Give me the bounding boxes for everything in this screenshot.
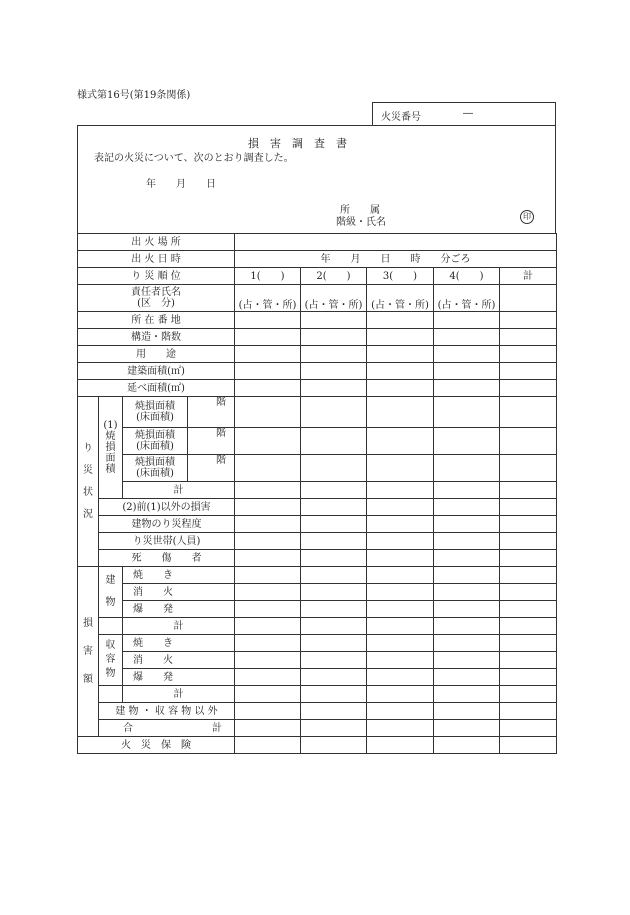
building-subtotal-label: 計 [123,618,235,635]
amount-cell[interactable] [500,618,557,635]
amount-cell[interactable] [301,618,367,635]
group-char: 収 [105,640,116,651]
order-col-4: 4( ) [434,268,500,285]
floor-label: 階 [188,428,235,455]
floor-area-cell[interactable] [434,380,500,397]
amount-cell[interactable] [434,618,500,635]
category-cell-3[interactable]: (占・管・所) [367,285,434,312]
households-cell[interactable] [434,533,500,550]
amount-cell[interactable] [301,669,367,686]
row-building-area: 建築面積(㎡) [78,363,235,380]
seal-mark: 印 [520,210,534,224]
burn-area-cell[interactable] [367,455,434,482]
contents-explosion-label: 爆 発 [133,671,173,683]
amount-cell[interactable] [235,584,301,601]
report-title: 損 害 調 査 書 [248,137,347,150]
burn-area-cell[interactable] [367,428,434,455]
amount-cell[interactable] [235,567,301,584]
structure-cell[interactable] [235,329,301,346]
amount-cell[interactable] [367,618,434,635]
group-char: 建 [105,575,116,586]
households-cell[interactable] [235,533,301,550]
burn-area-cell[interactable] [235,397,301,428]
contents-subtotal-label: 計 [123,686,235,703]
amount-cell[interactable] [500,601,557,618]
amount-cell[interactable] [434,567,500,584]
casualties-cell[interactable] [367,550,434,567]
building-degree-cell[interactable] [301,516,367,533]
amount-cell[interactable] [301,567,367,584]
burn-area-label [123,428,188,455]
fire-number-label: 火災番号 [381,112,421,123]
burn-area-cell[interactable] [367,397,434,428]
amount-cell[interactable] [500,686,557,703]
side-char: 災 [83,465,93,476]
contents-group-label [99,635,123,686]
form-code: 様式第16号(第19条関係) [77,90,191,101]
casualties-cell[interactable] [434,550,500,567]
building-area-cell[interactable] [235,363,301,380]
burn-area-cell[interactable] [434,397,500,428]
amount-cell[interactable] [434,703,500,720]
address-cell[interactable] [235,312,301,329]
amount-cell[interactable] [434,584,500,601]
floor-area-cell[interactable] [235,380,301,397]
households-cell[interactable] [367,533,434,550]
amount-cell[interactable] [301,584,367,601]
affiliation-label: 所 属 [340,205,380,216]
building-area-cell[interactable] [367,363,434,380]
side-char: 状 [83,487,93,498]
row-fire-datetime: 出 火 日 時 [78,251,235,268]
insurance-cell[interactable] [500,737,557,754]
grand-total-char: 計 [212,722,222,734]
report-date: 年 月 日 [146,179,216,190]
burn-area-cell[interactable] [235,455,301,482]
burn-subtotal-cell[interactable] [434,482,500,499]
side-char: 額 [83,674,93,685]
amount-cell[interactable] [367,703,434,720]
building-extinguish-label: 消 火 [133,586,173,598]
burn-area-text: 焼損面積 [135,430,175,441]
building-area-cell[interactable] [500,363,557,380]
row-floor-area: 延べ面積(㎡) [78,380,235,397]
other-damage-cell[interactable] [301,499,367,516]
casualties-cell[interactable] [301,550,367,567]
floor-area-text: (床面積) [136,468,174,479]
use-cell[interactable] [235,346,301,363]
floor-label: 階 [188,455,235,482]
building-area-cell[interactable] [434,363,500,380]
amount-cell[interactable] [301,652,367,669]
burn-area-cell[interactable] [434,455,500,482]
row-damage-order: り 災 順 位 [78,268,235,285]
burn-area-text: 焼損面積 [135,401,175,412]
amount-cell[interactable] [367,584,434,601]
burn-subtotal-cell[interactable] [500,482,557,499]
amount-cell[interactable] [500,584,557,601]
floor-area-text: (床面積) [136,441,174,452]
amount-cell[interactable] [434,635,500,652]
building-degree-cell[interactable] [367,516,434,533]
other-than-building-label: 建 物 ・ 収 容 物 以 外 [99,703,235,720]
amount-cell[interactable] [500,652,557,669]
group-char: 容 [105,654,116,665]
use-cell[interactable] [367,346,434,363]
fire-number-dash: ― [463,108,473,119]
burn-area-cell[interactable] [301,455,367,482]
intro-text: 表記の火災について、次のとおり調査した。 [94,153,294,164]
order-col-1: 1( ) [235,268,301,285]
side-char: 損 [83,618,93,629]
order-col-2: 2( ) [301,268,367,285]
burn-area-cell[interactable] [434,428,500,455]
insurance-cell[interactable] [235,737,301,754]
amount-cell[interactable] [301,601,367,618]
burn-area-label [123,397,188,428]
category-cell-4[interactable]: (占・管・所) [434,285,500,312]
building-area-cell[interactable] [301,363,367,380]
burn-area-label [123,455,188,482]
floor-area-text: (床面積) [136,412,174,423]
side-char: 況 [83,509,93,520]
households-cell[interactable] [301,533,367,550]
amount-cell[interactable] [367,601,434,618]
group-char: 積 [105,464,116,475]
row-use: 用 途 [78,346,235,363]
structure-cell[interactable] [434,329,500,346]
insurance-cell[interactable] [301,737,367,754]
category-cell-1[interactable]: (占・管・所) [235,285,301,312]
floor-area-cell[interactable] [500,380,557,397]
casualties-cell[interactable] [235,550,301,567]
burn-area-cell[interactable] [301,397,367,428]
amount-cell[interactable] [500,567,557,584]
burn-area-subtotal: 計 [123,482,235,499]
order-col-total: 計 [500,268,557,285]
group-char: 物 [105,597,116,608]
row-fire-location: 出 火 場 所 [78,234,235,251]
floor-area-cell[interactable] [301,380,367,397]
households-cell[interactable] [500,533,557,550]
grand-total-char: 合 [123,722,133,734]
amount-cell[interactable] [367,669,434,686]
amount-cell[interactable] [235,720,301,737]
row-address: 所 在 番 地 [78,312,235,329]
order-col-3: 3( ) [367,268,434,285]
responsible-label: 責任者氏名 [131,287,181,298]
amount-cell[interactable] [301,686,367,703]
structure-cell[interactable] [301,329,367,346]
building-degree-label: 建物のり災程度 [99,516,235,533]
group-char: 面 [105,453,116,464]
category-label: (区 分) [137,298,175,309]
use-cell[interactable] [301,346,367,363]
burn-area-cell[interactable] [235,428,301,455]
structure-cell[interactable] [500,329,557,346]
amount-cell[interactable] [434,652,500,669]
amount-cell[interactable] [367,686,434,703]
address-cell[interactable] [434,312,500,329]
amount-cell[interactable] [301,703,367,720]
other-damage-cell[interactable] [500,499,557,516]
amount-cell[interactable] [500,669,557,686]
report-header [77,125,556,234]
households-label: り災世帯(人員) [99,533,235,550]
burn-subtotal-cell[interactable] [235,482,301,499]
address-cell[interactable] [500,312,557,329]
amount-cell[interactable] [235,669,301,686]
fire-insurance-label: 火 災 保 険 [78,737,235,754]
casualties-label: 死 傷 者 [99,550,235,567]
building-group-label [99,567,123,618]
other-damage-cell[interactable] [235,499,301,516]
amount-cell[interactable] [235,652,301,669]
amount-cell[interactable] [434,720,500,737]
insurance-cell[interactable] [434,737,500,754]
fire-location-value[interactable] [235,234,557,251]
side-char: 害 [83,646,93,657]
fire-number-box [372,102,556,126]
amount-cell[interactable] [235,618,301,635]
other-damage-cell[interactable] [367,499,434,516]
burn-area-cell[interactable] [500,428,557,455]
building-degree-cell[interactable] [500,516,557,533]
use-cell[interactable] [434,346,500,363]
amount-cell[interactable] [235,703,301,720]
burn-area-text: 焼損面積 [135,457,175,468]
row-structure: 構造・階数 [78,329,235,346]
rank-name-label: 階級・氏名 [336,217,386,228]
use-cell[interactable] [500,346,557,363]
address-cell[interactable] [367,312,434,329]
building-explosion-label: 爆 発 [133,603,173,615]
damage-status-side-label [78,397,99,567]
damage-survey-table [77,233,557,754]
floor-area-cell[interactable] [367,380,434,397]
burn-area-cell[interactable] [500,397,557,428]
contents-extinguish-label: 消 火 [133,654,173,666]
structure-cell[interactable] [367,329,434,346]
burn-area-group-label [99,397,123,499]
category-cell-total[interactable] [500,285,557,312]
amount-cell[interactable] [500,635,557,652]
building-degree-cell[interactable] [235,516,301,533]
amount-cell[interactable] [235,601,301,618]
amount-cell[interactable] [500,720,557,737]
building-degree-cell[interactable] [434,516,500,533]
burn-subtotal-cell[interactable] [367,482,434,499]
burn-area-cell[interactable] [301,428,367,455]
amount-cell[interactable] [367,720,434,737]
amount-cell[interactable] [301,720,367,737]
category-cell-2[interactable]: (占・管・所) [301,285,367,312]
amount-cell[interactable] [367,652,434,669]
burn-subtotal-cell[interactable] [301,482,367,499]
fire-datetime-value[interactable]: 年 月 日 時 分ごろ [235,251,557,268]
amount-cell[interactable] [434,601,500,618]
amount-cell[interactable] [434,669,500,686]
burn-area-cell[interactable] [500,455,557,482]
group-char: 物 [105,668,116,679]
side-char: り [83,443,93,454]
amount-cell[interactable] [301,635,367,652]
contents-burn-label: 焼 き [133,637,173,649]
damage-amount-side-label [78,567,99,737]
floor-label: 階 [188,397,235,428]
amount-cell[interactable] [235,686,301,703]
amount-cell[interactable] [434,686,500,703]
amount-cell[interactable] [500,703,557,720]
group-char: (1) [103,420,118,431]
amount-cell[interactable] [367,635,434,652]
other-damage-label: (2)前(1)以外の損害 [99,499,235,516]
building-burn-label: 焼 き [133,569,173,581]
insurance-cell[interactable] [367,737,434,754]
amount-cell[interactable] [235,635,301,652]
grand-total-label [99,720,235,737]
group-char: 損 [105,442,116,453]
amount-cell[interactable] [367,567,434,584]
address-cell[interactable] [301,312,367,329]
row-responsible [78,285,235,312]
group-char: 焼 [105,431,116,442]
other-damage-cell[interactable] [434,499,500,516]
casualties-cell[interactable] [500,550,557,567]
